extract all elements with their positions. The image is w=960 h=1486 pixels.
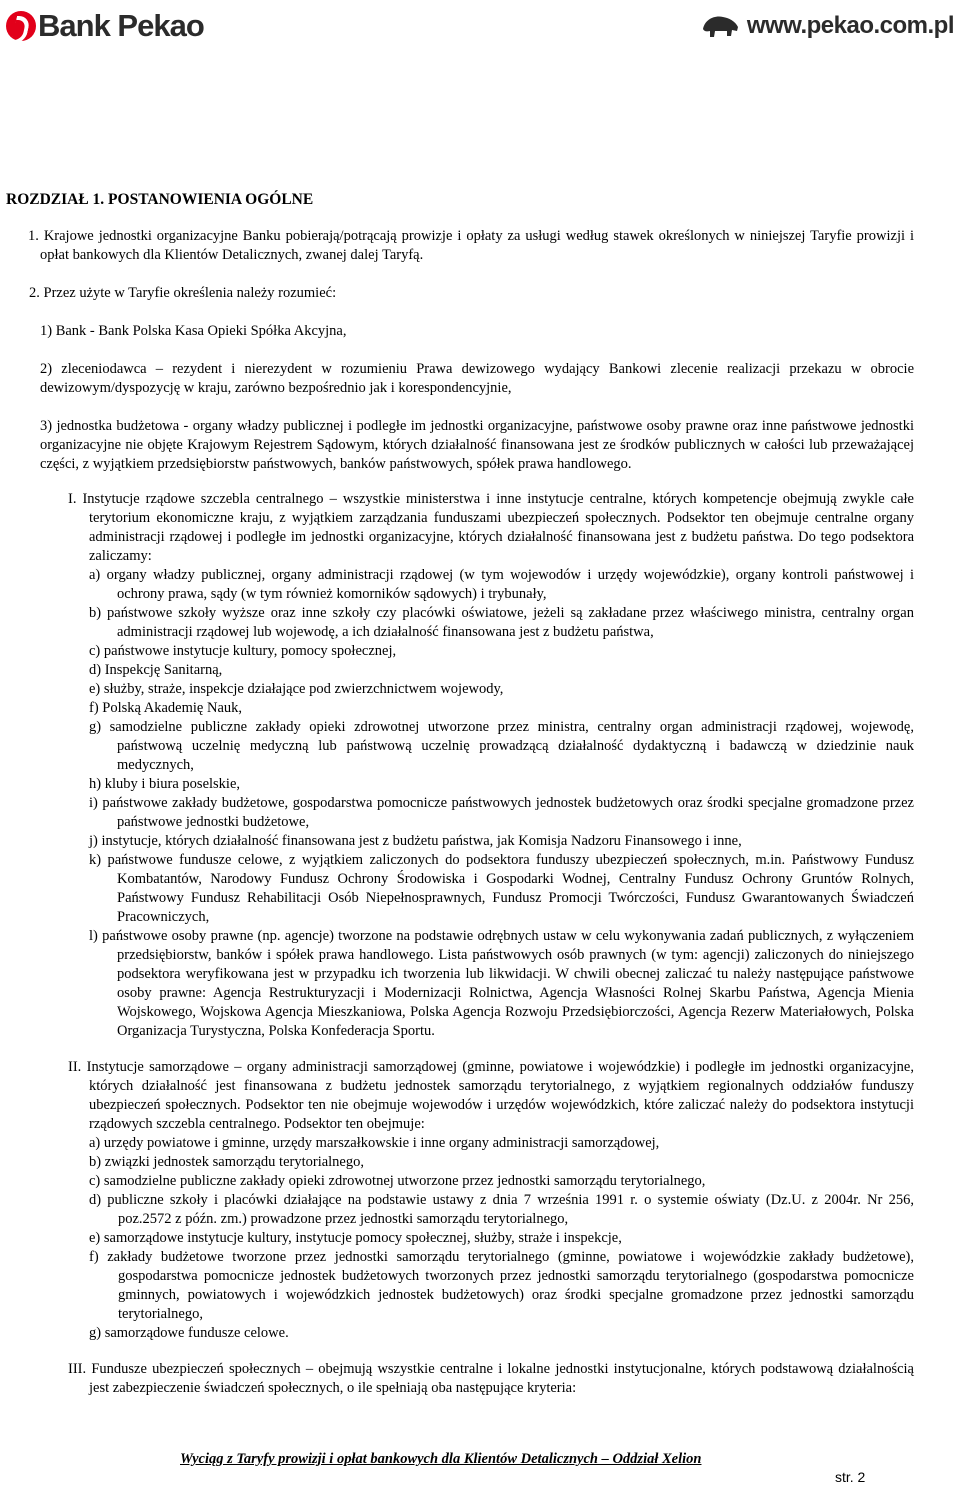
footer-title: Wyciąg z Taryfy prowizji i opłat bankowych dla Klientów Detalicznych – Oddział Xelion (180, 1451, 702, 1467)
page-header (0, 0, 960, 52)
list-item: e) samorządowe instytucje kultury, instytucje pomocy społecznej, służby, straże i inspekcje, (89, 1230, 622, 1246)
section-I: I. Instytucje rządowe szczebla centralnego – wszystkie ministerstwa i inne instytucje centralne, których kompetencje obejmują zwykle całe terytorium ekonomiczne kraju, z wyjątkiem zarządzania funduszami ubezpieczeń społecznych. Podsektor ten obejmuje centralne organy administracji rządowej i podległe im jednostki organizacyjne, których działalność finansowana jest z budżetu państwa. Do tego podsektora zaliczamy: (68, 491, 914, 564)
list-item: f) zakłady budżetowe tworzone przez jednostki samorządu terytorialnego (gminne, powiatowe i wojewódzkie zakłady budżetowe), gospodarstwa pomocnicze jednostek budżetowych tworzonych przez jednostki samorządu terytorialnego (gospodarstwa pomocnicze gminnych, powiatowych i wojewódzkich jednostek budżetowych) oraz środki specjalne gromadzone przez jednostki samorządu terytorialnego, (89, 1249, 914, 1322)
list-item: d) Inspekcję Sanitarną, (89, 662, 223, 678)
list-item: l) państwowe osoby prawne (np. agencje) tworzone na podstawie odrębnych ustaw w celu wykonywania zadań publicznych, z wyłączeniem przedsiębiorstw, banków i spółek prawa handlowego. Lista państwowych osób prawnych (w tym: agencji) zaliczonych do niniejszego podsektora weryfikowana jest w przypadku ich tworzenia lub likwidacji. W chwili obecnej zaliczać tu należy następujące państwowe osoby prawne: Agencja Restrukturyzacji i Modernizacji Rolnictwa, Agencja Własności Rolnej Skarbu Państwa, Agencja Mienia Wojskowego, Wojskowa Agencja Mieszkaniowa, Polska Agencja Rozwoju Przedsiębiorczości, Agencja Rezerw Materiałowych, Polska Organizacja Turystyczna, Polska Konfederacja Sportu. (89, 928, 914, 1039)
definition-3: 3) jednostka budżetowa - organy władzy publicznej i podległe im jednostki organizacyjne, państwowe osoby prawne oraz inne państwowe jednostki organizacyjne nie objęte Krajowym Rejestrem Sądowym, których działalność finansowana jest ze środków publicznych w całości lub przeważającej części, z wyjątkiem przedsiębiorstw państwowych, banków państwowych, spółek prawa handlowego. (40, 418, 914, 472)
list-item: c) samodzielne publiczne zakłady opieki zdrowotnej utworzone przez jednostki samorządu terytorialnego, (89, 1173, 706, 1189)
bank-logo[interactable] (6, 8, 204, 44)
bison-icon (701, 13, 741, 39)
list-item: g) samorządowe fundusze celowe. (89, 1325, 289, 1341)
list-item: f) Polską Akademię Nauk, (89, 700, 243, 716)
list-item: i) państwowe zakłady budżetowe, gospodarstwa pomocnicze państwowych jednostek budżetowych oraz środki specjalne gromadzone przez państwowe jednostki budżetowe, (89, 795, 914, 830)
section-II: II. Instytucje samorządowe – organy administracji samorządowej (gminne, powiatowe i wojewódzkie) i podległe im jednostki organizacyjne, których działalność jest finansowana z budżetu jednostek samorządu terytorialnego, z wyjątkiem regionalnych oddziałów funduszy ubezpieczeń społecznych. Podsektor ten nie obejmuje wojewodów i urzędów wojewódzkich, które zaliczać należy do podsektora instytucji rządowych szczebla centralnego. Podsektor ten obejmuje: (68, 1059, 914, 1132)
definition-2: 2) zleceniodawca – rezydent i nierezydent w rozumieniu Prawa dewizowego wydający Bankowi zlecenie realizacji przekazu w obrocie dewizowym/dyspozycję w kraju, zarówno bezpośrednio jak i korespondencyjnie, (40, 361, 914, 396)
brand-name: Bank Pekao (38, 8, 204, 43)
section-II-list (10, 1134, 914, 1343)
list-item: b) związki jednostek samorządu terytorialnego, (89, 1154, 364, 1170)
list-item: k) państwowe fundusze celowe, z wyjątkiem zaliczonych do podsektora funduszy ubezpieczeń społecznych, m.in. Państwowy Fundusz Kombatantów, Narodowy Fundusz Ochrony Środowiska i Gospodarki Wodnej, Centralny Fundusz Ochrony Gruntów Rolnych, Państwowy Fundusz Rehabilitacji Osób Niepełnosprawnych, Fundusz Promocji Twórczości, Fundusz Gwarantowanych Świadczeń Pracowniczych, (89, 852, 914, 925)
list-item: a) urzędy powiatowe i gminne, urzędy marszałkowskie i inne organy administracji samorządowej, (89, 1135, 660, 1151)
list-item: e) służby, straże, inspekcje działające pod zwierzchnictwem wojewody, (89, 681, 504, 697)
website-link[interactable] (701, 12, 954, 40)
document-body (6, 190, 914, 1398)
list-item: g) samodzielne publiczne zakłady opieki zdrowotnej utworzone przez ministra, centralny organ administracji rządowej, wojewodę, państwową uczelnię medyczną lub państwową uczelnię prowadzącą działalność dydaktyczną i badawczą w dziedzinie nauk medycznych, (89, 719, 914, 773)
paragraph-1: 1. Krajowe jednostki organizacyjne Banku pobierają/potrącają prowizje i opłaty za usługi według stawek określonych w niniejszej Taryfie prowizji i opłat bankowych dla Klientów Detalicznych, zwanej dalej Taryfą. (28, 228, 914, 263)
chapter-heading: ROZDZIAŁ 1. POSTANOWIENIA OGÓLNE (6, 191, 314, 208)
section-I-list (10, 566, 914, 1041)
list-item: c) państwowe instytucje kultury, pomocy społecznej, (89, 643, 397, 659)
list-item: h) kluby i biura poselskie, (89, 776, 241, 792)
list-item: d) publiczne szkoły i placówki działające na podstawie ustawy z dnia 7 września 1991 r. o systemie oświaty (Dz.U. z 2004r. Nr 256, poz.2572 z późn. zm.) prowadzone przez jednostki samorządu terytorialnego, (89, 1192, 914, 1227)
list-item: j) instytucje, których działalność finansowana jest z budżetu państwa, jak Komisja Nadzoru Finansowego i inne, (89, 833, 742, 849)
definition-1: 1) Bank - Bank Polska Kasa Opieki Spółka Akcyjna, (40, 323, 347, 339)
website-url: www.pekao.com.pl (746, 12, 954, 39)
pekao-logo-icon (6, 11, 36, 41)
list-item: a) organy władzy publicznej, organy administracji rządowej (w tym wojewodów i urzędy wojewódzkie), organy kontroli państwowej i ochrony prawa, sądy (w tym również komorników sądowych) i trybunały, (89, 567, 914, 602)
paragraph-2: 2. Przez użyte w Taryfie określenia należy rozumieć: (29, 285, 337, 301)
list-item: b) państwowe szkoły wyższe oraz inne szkoły czy placówki oświatowe, jeżeli są zakładane przez właściwego ministra, centralny organ administracji rządowej lub wojewodę, a ich działalność finansowana jest z budżetu państwa, (89, 605, 914, 640)
section-III: III. Fundusze ubezpieczeń społecznych – obejmują wszystkie centralne i lokalne jednostki instytucjonalne, których podstawową działalnością jest zabezpieczenie świadczeń społecznych, o ile spełniają oba następujące kryteria: (68, 1361, 914, 1396)
page-number: str. 2 (835, 1469, 866, 1485)
